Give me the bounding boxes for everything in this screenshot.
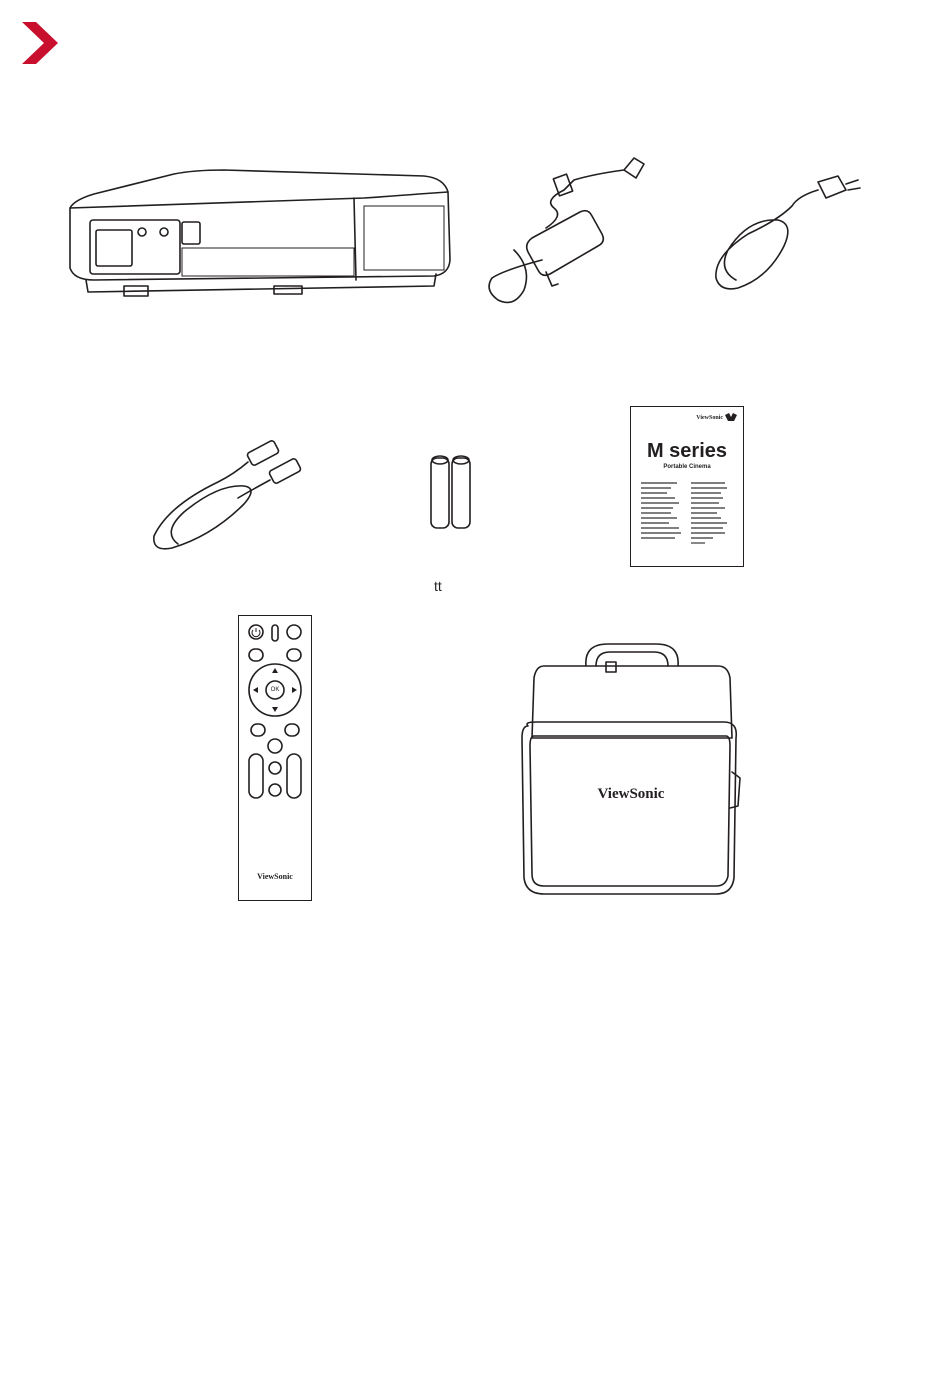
projector-image bbox=[64, 168, 456, 308]
carry-bag-brand: ViewSonic bbox=[597, 786, 665, 802]
booklet-text-lines bbox=[641, 481, 737, 547]
quick-start-guide-booklet bbox=[630, 406, 744, 567]
stray-text: tt bbox=[434, 578, 442, 594]
birds-logo-icon bbox=[725, 413, 737, 422]
cable-image bbox=[148, 440, 308, 556]
remote-control-image bbox=[238, 615, 312, 901]
chevron-right-icon bbox=[22, 22, 62, 66]
power-adapter-image bbox=[484, 150, 648, 310]
booklet-title: M series bbox=[646, 440, 728, 462]
ok-button-label: OK bbox=[270, 687, 280, 693]
batteries-image bbox=[428, 452, 474, 532]
booklet-brand: ViewSonic bbox=[696, 415, 723, 421]
power-cord-image bbox=[708, 160, 872, 300]
carry-bag-image bbox=[518, 638, 744, 900]
remote-brand: ViewSonic bbox=[257, 872, 293, 881]
booklet-subtitle: Portable Cinema bbox=[663, 464, 711, 470]
